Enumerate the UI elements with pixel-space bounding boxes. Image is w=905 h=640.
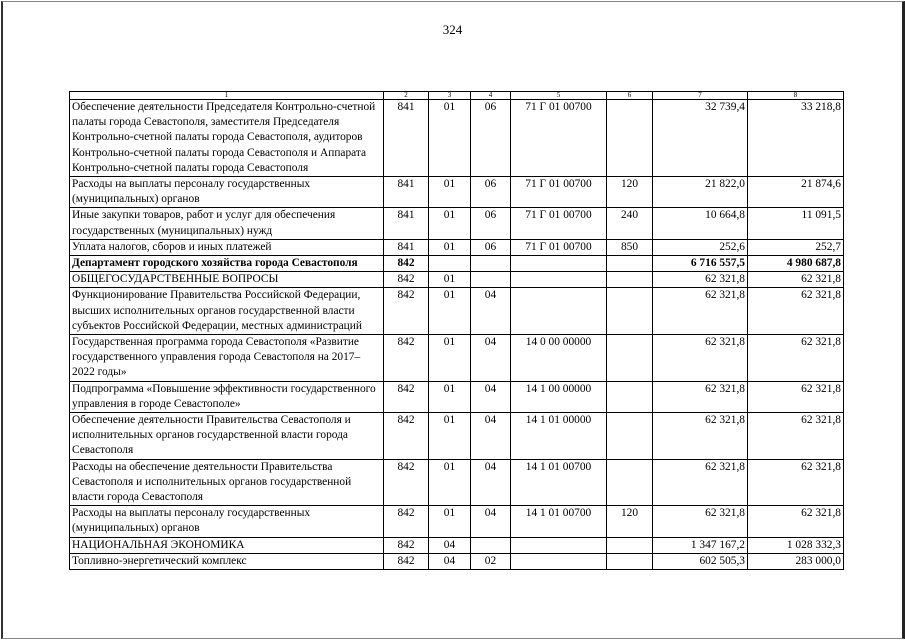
- table-row: [70, 413, 844, 460]
- row-admin-code: 842: [384, 506, 429, 537]
- row-target-article: 71 Г 01 00700: [511, 177, 607, 208]
- column-number: 5: [511, 92, 607, 100]
- row-expense-type: [607, 256, 653, 272]
- row-subsection: 02: [471, 553, 511, 569]
- row-name: Расходы на обеспечение деятельности Правительства Севастополя и исполнительных органов государственной власти города Севастополя: [70, 459, 384, 506]
- row-amount-year2: 21 874,6: [748, 177, 844, 208]
- column-number: 6: [607, 92, 653, 100]
- row-section: 04: [429, 553, 471, 569]
- row-subsection: [471, 272, 511, 288]
- row-expense-type: 850: [607, 239, 653, 255]
- row-amount-year1: 10 664,8: [653, 208, 748, 239]
- row-section: 01: [429, 272, 471, 288]
- row-subsection: 04: [471, 413, 511, 460]
- row-admin-code: 842: [384, 459, 429, 506]
- row-expense-type: [607, 537, 653, 553]
- row-section: 01: [429, 459, 471, 506]
- row-amount-year1: 252,6: [653, 239, 748, 255]
- row-amount-year2: 62 321,8: [748, 288, 844, 335]
- row-subsection: 04: [471, 335, 511, 382]
- row-section: 01: [429, 335, 471, 382]
- table-row: [70, 288, 844, 335]
- table-row: [70, 335, 844, 382]
- row-name: Подпрограмма «Повышение эффективности государственного управления в городе Севастополе»: [70, 381, 384, 412]
- row-section: 01: [429, 208, 471, 239]
- row-expense-type: 120: [607, 506, 653, 537]
- row-admin-code: 842: [384, 537, 429, 553]
- column-number: 1: [70, 92, 384, 100]
- row-target-article: [511, 553, 607, 569]
- row-admin-code: 842: [384, 288, 429, 335]
- row-name: Уплата налогов, сборов и иных платежей: [70, 239, 384, 255]
- table-row: [70, 100, 844, 177]
- table-body: [70, 100, 844, 570]
- row-section: 01: [429, 506, 471, 537]
- row-section: 01: [429, 381, 471, 412]
- row-name: Обеспечение деятельности Председателя Контрольно-счетной палаты города Севастополя, заместителя Председателя Контрольно-счетной палаты города Севастополя, аудиторов Контрольно-счетной палаты города Севастополя и Аппарата Контрольно-счетной палаты города Севастополя: [70, 100, 384, 177]
- row-section: [429, 256, 471, 272]
- table-row: [70, 381, 844, 412]
- row-section: 01: [429, 239, 471, 255]
- table-row: [70, 272, 844, 288]
- row-section: 01: [429, 177, 471, 208]
- row-amount-year1: 602 505,3: [653, 553, 748, 569]
- row-subsection: [471, 537, 511, 553]
- row-target-article: [511, 272, 607, 288]
- row-amount-year1: 62 321,8: [653, 506, 748, 537]
- budget-table: [69, 91, 844, 570]
- row-admin-code: 842: [384, 335, 429, 382]
- row-name: Топливно-энергетический комплекс: [70, 553, 384, 569]
- row-target-article: 71 Г 01 00700: [511, 239, 607, 255]
- row-name: Департамент городского хозяйства города Севастополя: [70, 256, 384, 272]
- row-amount-year1: 62 321,8: [653, 288, 748, 335]
- row-subsection: 04: [471, 506, 511, 537]
- row-target-article: [511, 288, 607, 335]
- row-expense-type: [607, 272, 653, 288]
- column-number: 7: [653, 92, 748, 100]
- row-expense-type: [607, 413, 653, 460]
- row-amount-year1: 62 321,8: [653, 272, 748, 288]
- row-admin-code: 841: [384, 239, 429, 255]
- column-number-row: [70, 92, 844, 100]
- row-amount-year2: 4 980 687,8: [748, 256, 844, 272]
- row-amount-year2: 11 091,5: [748, 208, 844, 239]
- row-amount-year1: 62 321,8: [653, 381, 748, 412]
- row-name: Функционирование Правительства Российской Федерации, высших исполнительных органов государственной власти субъектов Российской Федерации, местных администраций: [70, 288, 384, 335]
- row-subsection: 06: [471, 239, 511, 255]
- row-amount-year2: 62 321,8: [748, 335, 844, 382]
- row-amount-year2: 33 218,8: [748, 100, 844, 177]
- row-name: Иные закупки товаров, работ и услуг для обеспечения государственных (муниципальных) нужд: [70, 208, 384, 239]
- row-expense-type: [607, 288, 653, 335]
- table-row: [70, 239, 844, 255]
- row-expense-type: [607, 100, 653, 177]
- row-amount-year1: 6 716 557,5: [653, 256, 748, 272]
- row-target-article: 71 Г 01 00700: [511, 208, 607, 239]
- row-subsection: 04: [471, 381, 511, 412]
- row-admin-code: 841: [384, 208, 429, 239]
- row-admin-code: 842: [384, 553, 429, 569]
- table-row: [70, 506, 844, 537]
- row-section: 01: [429, 413, 471, 460]
- row-amount-year1: 62 321,8: [653, 459, 748, 506]
- row-name: ОБЩЕГОСУДАРСТВЕННЫЕ ВОПРОСЫ: [70, 272, 384, 288]
- table-row: [70, 256, 844, 272]
- table-row: [70, 537, 844, 553]
- row-subsection: 06: [471, 100, 511, 177]
- table-row: [70, 459, 844, 506]
- row-section: 01: [429, 288, 471, 335]
- row-target-article: 14 1 01 00000: [511, 413, 607, 460]
- row-target-article: [511, 256, 607, 272]
- table-row: [70, 208, 844, 239]
- row-amount-year1: 62 321,8: [653, 413, 748, 460]
- row-target-article: 14 0 00 00000: [511, 335, 607, 382]
- row-admin-code: 842: [384, 272, 429, 288]
- column-number: 8: [748, 92, 844, 100]
- row-admin-code: 841: [384, 177, 429, 208]
- table-row: [70, 177, 844, 208]
- row-target-article: 14 1 01 00700: [511, 506, 607, 537]
- row-amount-year2: 62 321,8: [748, 506, 844, 537]
- row-subsection: 06: [471, 177, 511, 208]
- row-target-article: 14 1 01 00700: [511, 459, 607, 506]
- row-section: 04: [429, 537, 471, 553]
- row-subsection: [471, 256, 511, 272]
- row-amount-year2: 62 321,8: [748, 381, 844, 412]
- row-expense-type: [607, 381, 653, 412]
- row-amount-year2: 62 321,8: [748, 459, 844, 506]
- column-number: 2: [384, 92, 429, 100]
- row-name: НАЦИОНАЛЬНАЯ ЭКОНОМИКА: [70, 537, 384, 553]
- row-expense-type: [607, 459, 653, 506]
- row-amount-year2: 62 321,8: [748, 413, 844, 460]
- row-section: 01: [429, 100, 471, 177]
- row-expense-type: 240: [607, 208, 653, 239]
- row-name: Обеспечение деятельности Правительства Севастополя и исполнительных органов государственной власти города Севастополя: [70, 413, 384, 460]
- row-target-article: 71 Г 01 00700: [511, 100, 607, 177]
- row-target-article: 14 1 00 00000: [511, 381, 607, 412]
- row-amount-year1: 21 822,0: [653, 177, 748, 208]
- row-name: Расходы на выплаты персоналу государственных (муниципальных) органов: [70, 506, 384, 537]
- row-expense-type: [607, 553, 653, 569]
- row-subsection: 04: [471, 288, 511, 335]
- row-amount-year1: 62 321,8: [653, 335, 748, 382]
- page-number: 324: [442, 22, 463, 37]
- row-amount-year1: 32 739,4: [653, 100, 748, 177]
- row-admin-code: 842: [384, 381, 429, 412]
- table-row: [70, 553, 844, 569]
- row-target-article: [511, 537, 607, 553]
- row-expense-type: [607, 335, 653, 382]
- row-subsection: 06: [471, 208, 511, 239]
- row-amount-year2: 252,7: [748, 239, 844, 255]
- row-admin-code: 842: [384, 413, 429, 460]
- row-name: Государственная программа города Севастополя «Развитие государственного управления города Севастополя на 2017–2022 годы»: [70, 335, 384, 382]
- row-amount-year1: 1 347 167,2: [653, 537, 748, 553]
- row-admin-code: 842: [384, 256, 429, 272]
- row-name: Расходы на выплаты персоналу государственных (муниципальных) органов: [70, 177, 384, 208]
- column-number: 4: [471, 92, 511, 100]
- row-amount-year2: 1 028 332,3: [748, 537, 844, 553]
- row-amount-year2: 283 000,0: [748, 553, 844, 569]
- column-number: 3: [429, 92, 471, 100]
- row-amount-year2: 62 321,8: [748, 272, 844, 288]
- row-expense-type: 120: [607, 177, 653, 208]
- row-admin-code: 841: [384, 100, 429, 177]
- row-subsection: 04: [471, 459, 511, 506]
